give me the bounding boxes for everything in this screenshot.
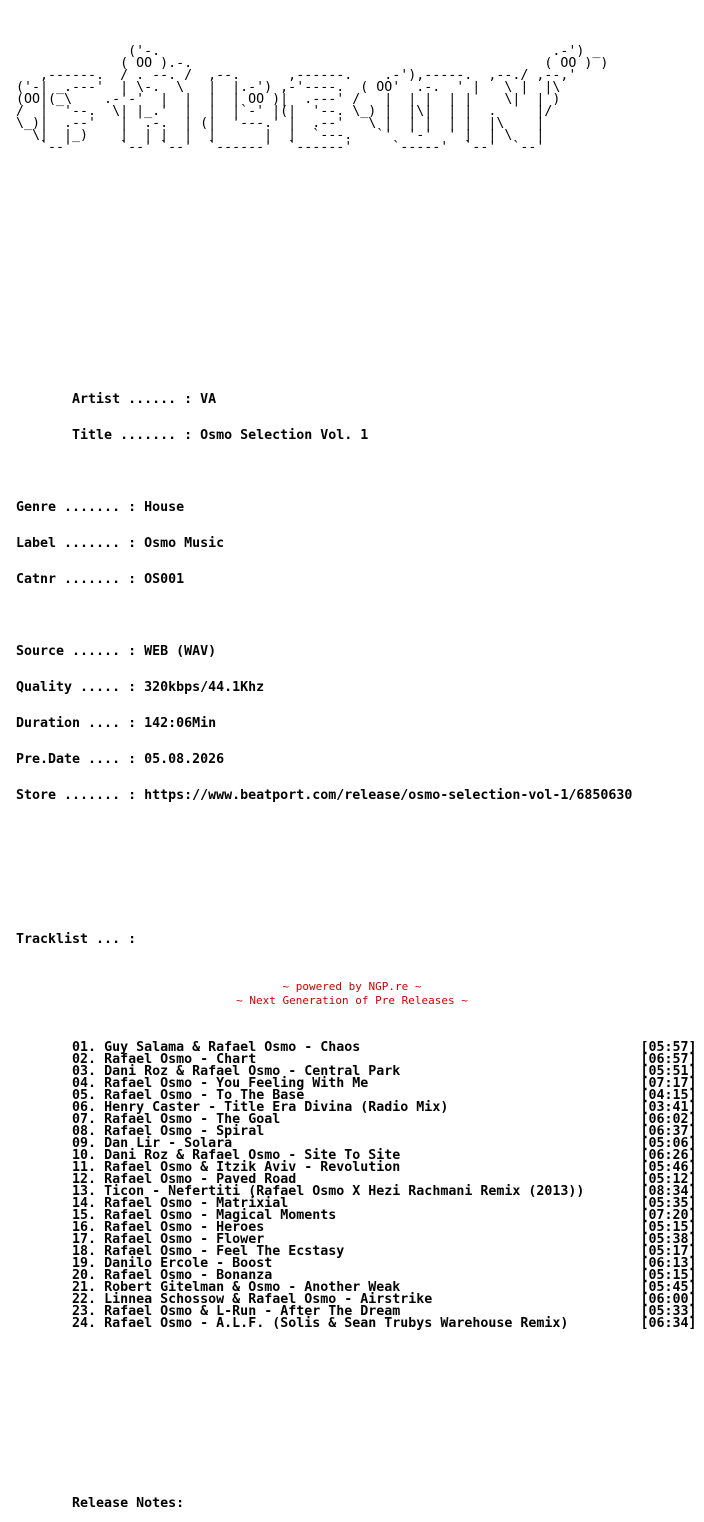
source-label: Source ...... : <box>16 644 145 659</box>
track-title: Dan Lir - Solara <box>104 1136 233 1151</box>
artist-label: Artist ...... : <box>16 392 201 407</box>
track-duration: [05:57] <box>640 1040 697 1055</box>
catnr-value: OS001 <box>144 572 185 587</box>
track-title: Rafael Osmo - To The Base <box>104 1088 305 1103</box>
track-duration: [06:57] <box>640 1052 697 1067</box>
tracklist-heading: Tracklist ... : <box>16 932 137 947</box>
track-title: Rafael Osmo - Flower <box>104 1232 265 1247</box>
duration-row <box>16 718 697 730</box>
artist-value: VA <box>200 392 217 407</box>
track-title: Rafael Osmo - Heroes <box>104 1220 265 1235</box>
track-duration: [06:02] <box>640 1112 697 1127</box>
logo-line: \_)| .--' | .-. | (| '---.' | .--' \ | | | | | |\ | <box>16 116 545 131</box>
track-number: 13. <box>72 1184 97 1199</box>
quality-value: 320kbps/44.1Khz <box>144 680 265 695</box>
logo-line: ( OO ).-. ( OO ) ) <box>16 56 609 71</box>
track-number: 18. <box>72 1244 97 1259</box>
track-title: Rafael Osmo - The Goal <box>104 1112 281 1127</box>
track-title: Henry Caster - Title Era Divina (Radio Mix) <box>104 1100 449 1115</box>
predate-label: Pre.Date .... : <box>16 752 145 767</box>
track-duration: [05:46] <box>640 1160 697 1175</box>
genre-label: Genre ....... : <box>16 500 145 515</box>
logo-line: ,------. / . --. / ,--. ,------. .-'),-----. ,--./ ,--,' <box>16 68 577 83</box>
quality-row <box>16 682 697 694</box>
duration-label: Duration .... : <box>16 716 145 731</box>
logo-line: ('-. .-') _ <box>16 44 601 59</box>
title-row <box>16 430 697 442</box>
track-number: 03. <box>72 1064 97 1079</box>
logo-line: `--' `--' `--' `------' `------' `-----' `--' `--' <box>16 140 545 155</box>
track-number: 12. <box>72 1172 97 1187</box>
nfo-document <box>16 22 697 1522</box>
track-number: 01. <box>72 1040 97 1055</box>
track-title: Dani Roz & Rafael Osmo - Central Park <box>104 1064 401 1079</box>
genre-value: House <box>144 500 185 515</box>
track-title: Rafael Osmo - Spiral <box>104 1124 265 1139</box>
track-title: Rafael Osmo - Feel The Ecstasy <box>104 1244 345 1259</box>
store-link[interactable]: https://www.beatport.com/release/osmo-selection-vol-1/6850630 <box>144 788 633 803</box>
genre-row <box>16 502 697 514</box>
logo-line: ('-| _.---' | \-. \ | |.-') ,-'----. ( OO' .-. ' | \ | |\ <box>16 80 561 95</box>
track-title: Rafael Osmo - A.L.F. (Solis & Sean Trubys Warehouse Remix) <box>104 1316 569 1331</box>
track-duration: [05:06] <box>640 1136 697 1151</box>
track-title: Danilo Ercole - Boost <box>104 1256 273 1271</box>
track-number: 08. <box>72 1124 97 1139</box>
track-number: 02. <box>72 1052 97 1067</box>
track-number: 04. <box>72 1076 97 1091</box>
track-number: 20. <box>72 1268 97 1283</box>
track-title: Rafael Osmo - Magical Moments <box>104 1208 337 1223</box>
track-number: 23. <box>72 1304 97 1319</box>
track-duration: [07:17] <box>640 1076 697 1091</box>
track-number: 10. <box>72 1148 97 1163</box>
track-title: Rafael Osmo - Bonanza <box>104 1268 273 1283</box>
track-number: 05. <box>72 1088 97 1103</box>
label-label: Label ....... : <box>16 536 145 551</box>
logo-line: (OO|(_\ .-'-' | | | | OO )| .---' / | | | | | \| | ) <box>16 92 561 107</box>
store-label: Store ....... : <box>16 788 145 803</box>
track-number: 11. <box>72 1160 97 1175</box>
predate-row <box>16 754 697 766</box>
track-duration: [06:13] <box>640 1256 697 1271</box>
label-row <box>16 538 697 550</box>
logo-line: / | '--. \| |_.' | | |`-' |(| '--. \_) | |\| | | . |/ <box>16 104 553 119</box>
track-number: 17. <box>72 1232 97 1247</box>
footer-tagline: ~ Next Generation of Pre Releases ~ <box>236 994 468 1007</box>
track-duration: [05:15] <box>640 1220 697 1235</box>
ascii-logo <box>16 46 697 154</box>
track-title: Rafael Osmo - Matrixial <box>104 1196 289 1211</box>
artist-row <box>16 394 697 406</box>
track-duration: [05:51] <box>640 1064 697 1079</box>
track-number: 16. <box>72 1220 97 1235</box>
track-duration: [06:00] <box>640 1292 697 1307</box>
track-duration: [05:38] <box>640 1232 697 1247</box>
footer-powered-by: ~ powered by NGP.re ~ <box>282 980 422 993</box>
track-title: Rafael Osmo - Chart <box>104 1052 257 1067</box>
catnr-row <box>16 574 697 586</box>
track-duration: [05:15] <box>640 1268 697 1283</box>
track-number: 24. <box>72 1316 97 1331</box>
track-number: 09. <box>72 1136 97 1151</box>
source-value: WEB (WAV) <box>144 644 217 659</box>
track-title: Dani Roz & Rafael Osmo - Site To Site <box>104 1148 401 1163</box>
source-row <box>16 646 697 658</box>
track-row <box>16 1318 697 1330</box>
track-duration: [06:37] <box>640 1124 697 1139</box>
store-row <box>16 790 697 802</box>
track-duration: [05:35] <box>640 1196 697 1211</box>
track-duration: [06:26] <box>640 1148 697 1163</box>
catnr-label: Catnr ....... : <box>16 572 145 587</box>
quality-label: Quality ..... : <box>16 680 145 695</box>
track-number: 07. <box>72 1112 97 1127</box>
label-value: Osmo Music <box>144 536 225 551</box>
track-number: 15. <box>72 1208 97 1223</box>
release-notes-heading: Release Notes: <box>16 1496 185 1511</box>
track-duration: [06:34] <box>640 1316 697 1331</box>
track-number: 22. <box>72 1292 97 1307</box>
track-number: 19. <box>72 1256 97 1271</box>
track-title: Guy Salama & Rafael Osmo - Chaos <box>104 1040 361 1055</box>
track-title: Rafael Osmo & Itzik Aviv - Revolution <box>104 1160 401 1175</box>
track-duration: [05:45] <box>640 1280 697 1295</box>
track-title: Rafael Osmo & L-Run - After The Dream <box>104 1304 401 1319</box>
track-number: 21. <box>72 1280 97 1295</box>
track-duration: [05:33] <box>640 1304 697 1319</box>
track-duration: [07:20] <box>640 1208 697 1223</box>
predate-value: 05.08.2026 <box>144 752 225 767</box>
tracklist <box>16 1042 697 1330</box>
track-duration: [04:15] <box>640 1088 697 1103</box>
track-duration: [05:12] <box>640 1172 697 1187</box>
title-value: Osmo Selection Vol. 1 <box>200 428 369 443</box>
track-duration: [08:34] <box>640 1184 697 1199</box>
track-title: Linnea Schossow & Rafael Osmo - Airstrike <box>104 1292 433 1307</box>
title-label: Title ....... : <box>16 428 201 443</box>
track-number: 06. <box>72 1100 97 1115</box>
track-duration: [05:17] <box>640 1244 697 1259</box>
track-title: Rafael Osmo - Paved Road <box>104 1172 297 1187</box>
track-duration: [03:41] <box>640 1100 697 1115</box>
track-title: Rafael Osmo - You Feeling With Me <box>104 1076 369 1091</box>
track-title: Ticon - Nefertiti (Rafael Osmo X Hezi Rachmani Remix (2013)) <box>104 1184 585 1199</box>
track-title: Robert Gitelman & Osmo - Another Weak <box>104 1280 401 1295</box>
logo-line: \| |_) | | | | | | | `---. `' '-' ' | | \ | <box>16 128 545 143</box>
track-number: 14. <box>72 1196 97 1211</box>
duration-value: 142:06Min <box>144 716 217 731</box>
